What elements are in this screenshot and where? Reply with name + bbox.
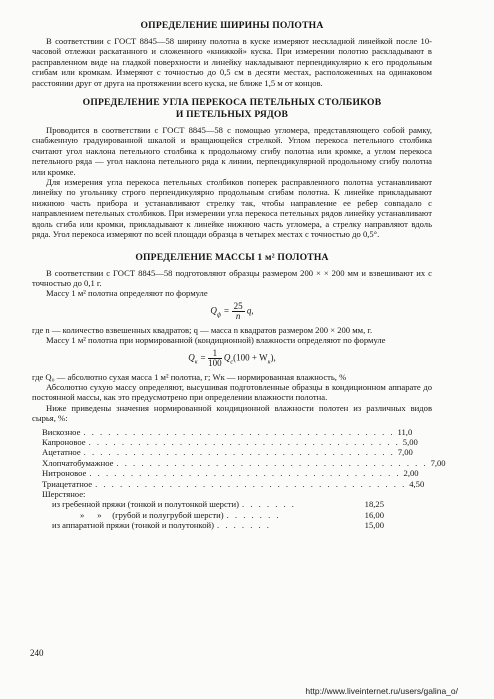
- paragraph-mass-3: где n — количество взвешенных квадратов; q — масса n квадратов размером 200 × 200 мм, г.: [32, 324, 373, 335]
- document-page: [32, 20, 446, 531]
- section-title-mass: ОПРЕДЕЛЕНИЕ МАССЫ 1 м² ПОЛОТНА: [135, 251, 329, 263]
- list-item: » » (грубой и полугрубой шерсти) . . . . . . . 16,00: [80, 509, 384, 520]
- paragraph-mass-7: Ниже приведены значения нормированной кондиционной влажности полотен из различных видов сырья, %:: [32, 402, 432, 424]
- formula-mass-fraction: $\frac{25}{n}$: [233, 300, 243, 321]
- list-item: Ацетатное . . . . . . . . . . . . . . . . . . . . . . . . . . . . . . . . . . . . . . 7,00: [42, 447, 413, 458]
- list-item: из аппаратной пряжи (тонкой и полутонкой) . . . . . . . 15,00: [52, 520, 384, 531]
- paragraph-mass-1: В соответствии с ГОСТ 8845—58 подготовляют образцы размером 200 × × 200 мм и взвешивают их с точностью до 0,1 г.: [32, 267, 432, 288]
- list-item: Капроновое . . . . . . . . . . . . . . . . . . . . . . . . . . . . . . . . . . . . . . 5,00: [42, 436, 418, 447]
- list-item: Хлопчатобумажное . . . . . . . . . . . . . . . . . . . . . . . . . . . . . . . . . . . . . . 7,00: [42, 457, 446, 468]
- paragraph-mass-2: Массу 1 м² полотна определяют по формуле: [46, 288, 208, 299]
- footer-url[interactable]: http://www.liveinternet.ru/users/galina_o/: [305, 686, 458, 696]
- list-item-wool-header: Шерстяное:: [42, 489, 86, 499]
- paragraph-mass-6: Абсолютно сухую массу определяют, высушивая подготовленные образцы в кондиционном аппарате до постоянной массы, как это предусмотрено при определении влажности полотна.: [32, 381, 432, 403]
- section-title-width: ОПРЕДЕЛЕНИЕ ШИРИНЫ ПОЛОТНА: [140, 20, 324, 31]
- list-item: Нитроновое . . . . . . . . . . . . . . . . . . . . . . . . . . . . . . . . . . . . . . 2,00: [42, 468, 419, 479]
- list-item: Вискозное . . . . . . . . . . . . . . . . . . . . . . . . . . . . . . . . . . . . . . 11,0: [42, 426, 413, 437]
- list-item: Триацетатное . . . . . . . . . . . . . . . . . . . . . . . . . . . . . . . . . . . . . . 4,50: [42, 478, 425, 489]
- section-title-skew-line2: И ПЕТЕЛЬНЫХ РЯДОВ: [175, 109, 289, 121]
- section-title-skew-line1: ОПРЕДЕЛЕНИЕ УГЛА ПЕРЕКОСА ПЕТЕЛЬНЫХ СТОЛБИКОВ: [82, 97, 382, 109]
- paragraph-mass-5: где Q₀ — абсолютно сухая масса 1 м² полотна, г; Wк — нормированная влажность, %: [32, 371, 347, 382]
- formula-mass: $Q_ф$ = $\frac{25}{n}$ q,: [210, 300, 254, 321]
- page-number: 240: [30, 648, 44, 658]
- paragraph-width: В соответствии с ГОСТ 8845—58 ширину полотна в куске измеряют нескладной линейкой после 10-часовой отлежки раскатанного и сложенного «книжкой» куска. При измерении полотно раскладывают в расправленном виде на гладкой поверхности и линейку накладывают перпендикулярно к его продольным сгибам или кромкам. Измеряют с точностью до 0,5 см в десяти местах, расположенных на одинаковом расстоянии друг от друга на протяжении всего куска, не ближе 1,5 м от концов.: [32, 36, 432, 88]
- list-item: из гребенной пряжи (тонкой и полутонкой шерсти) . . . . . . . 18,25: [52, 499, 384, 510]
- paragraph-skew-2: Для измерения угла перекоса петельных столбиков поперек расправленного полотна устанавливают линейку по угольнику строго перпендикулярно продольным сгибам полотна. К линейке прикладывают нижнюю часть прибора и устанавливают стрелку так, чтобы направление ее ребер совпадало с направлением петельных столбиков. При измерении угла перекоса петельных рядов линейку устанавливают вдоль сгиба или кромки, прикладывают к линейке нижнюю часть угломера, а стрелку направляют вдоль ряда. Угол перекоса измеряют по всей площади образца в четырех местах с точностью до 0,5°.: [32, 177, 432, 240]
- formula-conditioned-fraction: $\frac{1}{100}$: [208, 347, 222, 368]
- paragraph-skew-1: Проводится в соответствии с ГОСТ 8845—58 с помощью угломера, представляющего собой рамку, снабженную градуированной шкалой и вращающейся стрелкой. Углом перекоса петельного столбика считают угол наклона петельного столбика к продольному сгибу полотна или кромке, а углом перекоса петельного ряда — угол наклона петельного ряда к линии, перпендикулярной продольному сгибу полотна или кромке.: [32, 125, 432, 177]
- moisture-list: [32, 426, 446, 531]
- formula-conditioned-mass: $Q_к$ = $\frac{1}{100}$ $Q_с(100 + W_к)$,: [188, 347, 276, 368]
- paragraph-mass-4: Массу 1 м² полотна при нормированной (кондиционной) влажности определяют по формуле: [46, 335, 386, 346]
